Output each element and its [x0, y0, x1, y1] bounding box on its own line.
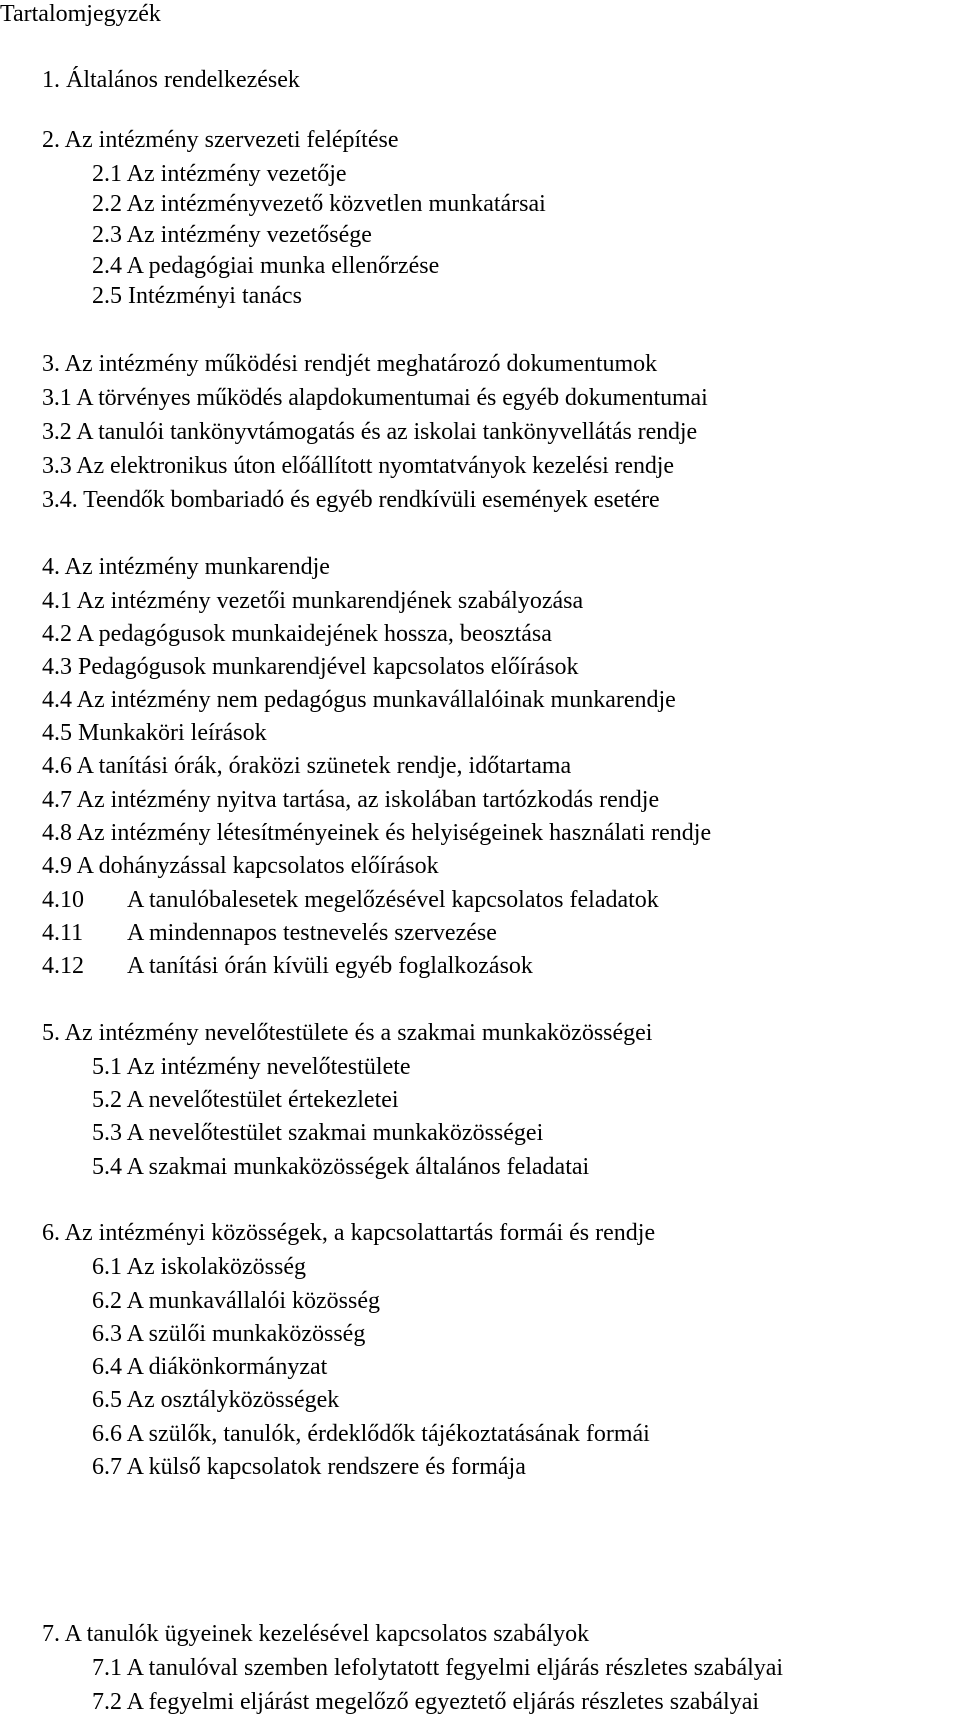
- toc-item-3-1: 3.1 A törvényes működés alapdokumentumai és egyéb dokumentumai: [42, 385, 708, 411]
- toc-item-5-4: 5.4 A szakmai munkaközösségek általános feladatai: [92, 1154, 590, 1180]
- toc-item-5-3: 5.3 A nevelőtestület szakmai munkaközösségei: [92, 1120, 544, 1146]
- toc-item-7-2: 7.2 A fegyelmi eljárást megelőző egyeztető eljárás részletes szabályai: [92, 1689, 760, 1715]
- toc-section-2: 2. Az intézmény szervezeti felépítése: [42, 127, 399, 153]
- toc-item-text: A tanulóbalesetek megelőzésével kapcsolatos feladatok: [127, 887, 659, 913]
- toc-item-number: 4.12: [42, 953, 84, 979]
- toc-item-5-1: 5.1 Az intézmény nevelőtestülete: [92, 1054, 411, 1080]
- toc-item-6-7: 6.7 A külső kapcsolatok rendszere és formája: [92, 1454, 526, 1480]
- toc-item-4-9: 4.9 A dohányzással kapcsolatos előírások: [42, 853, 439, 879]
- toc-item-5-2: 5.2 A nevelőtestület értekezletei: [92, 1087, 399, 1113]
- toc-item-4-10: [42, 886, 659, 914]
- toc-item-4-11: [42, 919, 497, 947]
- toc-item-2-2: 2.2 Az intézményvezető közvetlen munkatársai: [92, 191, 546, 217]
- toc-section-6: 6. Az intézményi közösségek, a kapcsolattartás formái és rendje: [42, 1220, 656, 1246]
- toc-item-2-4: 2.4 A pedagógiai munka ellenőrzése: [92, 253, 440, 279]
- toc-item-3-3: 3.3 Az elektronikus úton előállított nyomtatványok kezelési rendje: [42, 453, 674, 479]
- toc-item-4-5: 4.5 Munkaköri leírások: [42, 720, 267, 746]
- toc-item-2-3: 2.3 Az intézmény vezetősége: [92, 222, 372, 248]
- toc-item-6-2: 6.2 A munkavállalói közösség: [92, 1288, 380, 1314]
- toc-item-4-6: 4.6 A tanítási órák, óraközi szünetek rendje, időtartama: [42, 753, 572, 779]
- toc-section-7: 7. A tanulók ügyeinek kezelésével kapcsolatos szabályok: [42, 1621, 590, 1647]
- toc-item-text: A tanítási órán kívüli egyéb foglalkozások: [127, 953, 533, 979]
- toc-item-2-1: 2.1 Az intézmény vezetője: [92, 161, 347, 187]
- toc-item-4-2: 4.2 A pedagógusok munkaidejének hossza, beosztása: [42, 621, 552, 647]
- toc-item-4-8: 4.8 Az intézmény létesítményeinek és helyiségeinek használati rendje: [42, 820, 712, 846]
- toc-section-3: 3. Az intézmény működési rendjét meghatározó dokumentumok: [42, 351, 658, 377]
- toc-section-5: 5. Az intézmény nevelőtestülete és a szakmai munkaközösségei: [42, 1020, 653, 1046]
- toc-item-4-4: 4.4 Az intézmény nem pedagógus munkavállalóinak munkarendje: [42, 687, 676, 713]
- toc-item-4-7: 4.7 Az intézmény nyitva tartása, az iskolában tartózkodás rendje: [42, 787, 660, 813]
- toc-item-2-5: 2.5 Intézményi tanács: [92, 283, 302, 309]
- toc-title: Tartalomjegyzék: [0, 1, 161, 27]
- toc-item-3-2: 3.2 A tanulói tankönyvtámogatás és az iskolai tankönyvellátás rendje: [42, 419, 698, 445]
- toc-item-6-1: 6.1 Az iskolaközösség: [92, 1254, 306, 1280]
- toc-item-text: A mindennapos testnevelés szervezése: [127, 920, 497, 946]
- toc-item-number: 4.11: [42, 920, 84, 946]
- toc-item-4-3: 4.3 Pedagógusok munkarendjével kapcsolatos előírások: [42, 654, 579, 680]
- toc-item-number: 4.10: [42, 887, 84, 913]
- toc-item-6-4: 6.4 A diákönkormányzat: [92, 1354, 328, 1380]
- toc-item-6-6: 6.6 A szülők, tanulók, érdeklődők tájékoztatásának formái: [92, 1421, 650, 1447]
- toc-item-6-3: 6.3 A szülői munkaközösség: [92, 1321, 366, 1347]
- toc-item-6-5: 6.5 Az osztályközösségek: [92, 1387, 340, 1413]
- toc-section-1: 1. Általános rendelkezések: [42, 67, 300, 93]
- toc-item-7-1: 7.1 A tanulóval szemben lefolytatott fegyelmi eljárás részletes szabályai: [92, 1655, 784, 1681]
- toc-section-4: 4. Az intézmény munkarendje: [42, 554, 330, 580]
- toc-item-4-12: [42, 952, 533, 980]
- toc-item-3-4: 3.4. Teendők bombariadó és egyéb rendkívüli események esetére: [42, 487, 660, 513]
- toc-item-4-1: 4.1 Az intézmény vezetői munkarendjének szabályozása: [42, 588, 584, 614]
